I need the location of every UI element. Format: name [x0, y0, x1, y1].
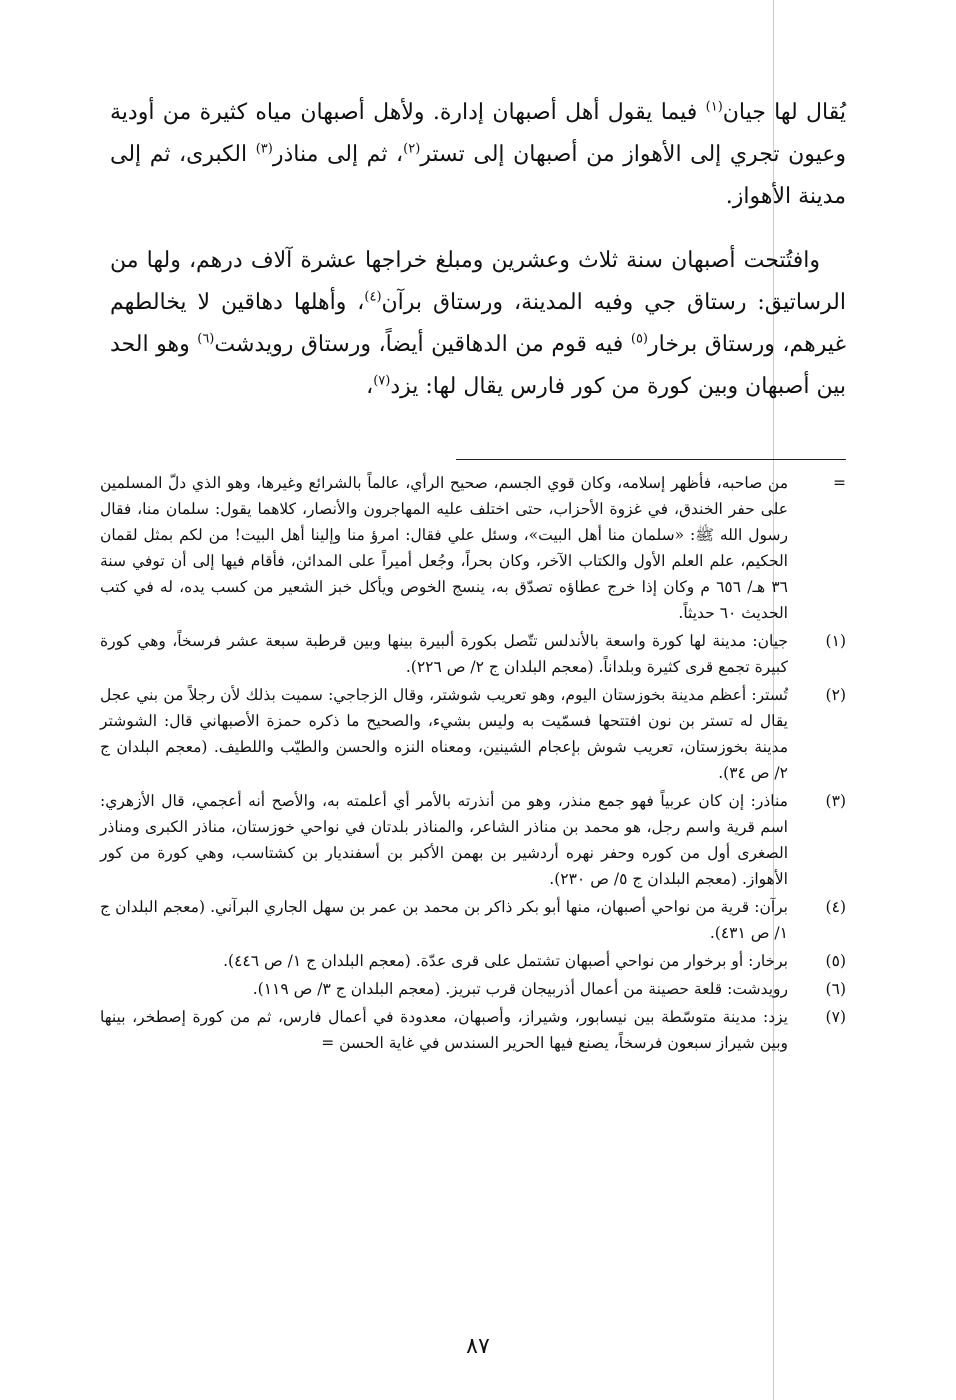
footnote-ref: (٢) [403, 141, 421, 157]
footnote-5 [100, 948, 846, 974]
footnote-text: جيان: مدينة لها كورة واسعة بالأندلس تتّصل بكورة ألبيرة بينها وبين قرطبة سبعة عشر فرسخاً، وهي كورة كبيرة تجمع قرى كثيرة وبلداناً. (معجم البلدان ج ٢/ ص ٢٢٦). [100, 632, 788, 676]
footnote-text: يزد: مدينة متوسّطة بين نيسابور، وشيراز، وأصبهان، معدودة في أعمال فارس، ثم من كورة إصطخر، بينها وبين شيراز سبعون فرسخاً، يصنع فيها الحرير السندس في غاية الحسن = [100, 1008, 788, 1052]
footnote-text: مناذر: إن كان عربياً فهو جمع منذر، وهو من أنذرته بالأمر أي أعلمته به، والأصح أنه أعجمي، قال الأزهري: اسم قرية واسم رجل، هو محمد بن مناذر الشاعر، والمناذر بلدتان في نواحي خوزستان، مناذر الكبرى ومناذر الصغرى أول من كوره وحفر نهره أردشير بن بهمن الأكبر بن أسفنديار بن كشتاسب، وهي كورة من كور الأهواز. (معجم البلدان ج ٥/ ص ٢٣٠). [100, 792, 788, 888]
text-run: ، ثم إلى مناذر [272, 142, 404, 167]
text-run: ، [366, 374, 374, 399]
footnote-ref: (٤) [364, 289, 382, 305]
footnote-number: (٦) [825, 980, 846, 998]
text-run: فيه قوم من الدهاقين أيضاً، ورستاق رويدشت [214, 332, 631, 357]
footnote-text: برخار: أو برخوار من نواحي أصبهان تشتمل على قرى عدّة. (معجم البلدان ج ١/ ص ٤٤٦). [223, 952, 788, 970]
footnote-ref: (٧) [373, 373, 391, 389]
footnote-number: (٥) [825, 952, 846, 970]
text-run: فيما يقول أهل أصبهان إدارة. ولأهل أصبهان مياه كثيرة من أودية وعيون تجري إلى الأهواز من أصبهان إلى تستر [110, 100, 847, 167]
main-paragraph [110, 92, 846, 218]
continuation-mark: = [833, 474, 846, 492]
footnote-number: (٢) [825, 686, 846, 704]
footnote-7 [100, 1004, 846, 1056]
footnote-separator [456, 459, 846, 460]
footnote-6 [100, 976, 846, 1002]
text-run: وهو الحد بين أصبهان وبين كورة من كور فارس يقال لها: يزد [110, 332, 846, 399]
footnote-text: تُستر: أعظم مدينة بخوزستان اليوم، وهو تعريب شوشتر، وقال الزجاجي: سميت بذلك لأن رجلاً من بني عجل يقال له تستر بن نون افتتحها فسمّيت به وليس بشيء، والصحيح ما ذكره حمزة الأصبهاني قال: الشوشتر مدينة بخوزستان، تعريب شوش بإعجام الشينين، ومعناه النزه والحسن والطيّب واللطيف. (معجم البلدان ج ٢/ ص ٣٤). [100, 686, 788, 782]
footnotes [100, 470, 846, 1058]
footnote-ref: (٣) [255, 141, 273, 157]
text-run: ، وأهلها دهاقين لا يخالطهم غيرهم، ورستاق برخار [110, 290, 846, 357]
footnote-ref: (١) [705, 99, 723, 115]
footnote-1 [100, 628, 846, 680]
footnote-3 [100, 788, 846, 892]
text-run: وافتُتحت أصبهان سنة ثلاث وعشرين ومبلغ خراجها عشرة آلاف درهم، ولها من الرساتيق: رستاق جي وفيه المدينة، ورستاق برآن [110, 248, 846, 315]
footnote-text: رويدشت: قلعة حصينة من أعمال أذربيجان قرب تبريز. (معجم البلدان ج ٣/ ص ١١٩). [252, 980, 788, 998]
footnote-4 [100, 894, 846, 946]
main-text [110, 92, 846, 430]
footnote-ref: (٥) [630, 331, 648, 347]
footnote-number: (١) [825, 632, 846, 650]
main-paragraph [110, 240, 846, 408]
footnote-2 [100, 682, 846, 786]
footnote-number: (٣) [825, 792, 846, 810]
continuation-text: من صاحبه، فأظهر إسلامه، وكان قوي الجسم، صحيح الرأي، عالماً بالشرائع وغيرها، وهو الذي دلّ المسلمين على حفر الخندق، في غزوة الأحزاب، حتى اختلف عليه المهاجرون والأنصار، كلاهما يقول: سلمان منا، فقال رسول الله ﷺ: «سلمان منا أهل البيت»، وسئل علي فقال: امرؤ منا وإلينا أهل البيت! من لكم بمثل لقمان الحكيم، علم العلم الأول والكتاب الآخر، وكان بحراً، وجُعل أميراً على المدائن، فأقام فيها إلى أن توفي سنة ٣٦ هـ/ ٦٥٦ م وكان إذا خرج عطاؤه تصدّق به، ينسج الخوص ويأكل خبز الشعير من كسب يده، له في كتب الحديث ٦٠ حديثاً. [100, 474, 788, 622]
footnote-ref: (٦) [197, 331, 215, 347]
text-run: يُقال لها جيان [722, 100, 846, 125]
footnote-continuation [100, 470, 846, 626]
footnote-text: برآن: قرية من نواحي أصبهان، منها أبو بكر ذاكر بن محمد بن عمر بن سهل الجاري البرآني. (معجم البلدان ج ١/ ص ٤٣١). [100, 898, 788, 942]
footnote-number: (٤) [825, 898, 846, 916]
text-run: الكبرى، ثم إلى مدينة الأهواز. [110, 142, 846, 209]
footnote-number: (٧) [825, 1008, 846, 1026]
page-number: ٨٧ [466, 1334, 490, 1359]
